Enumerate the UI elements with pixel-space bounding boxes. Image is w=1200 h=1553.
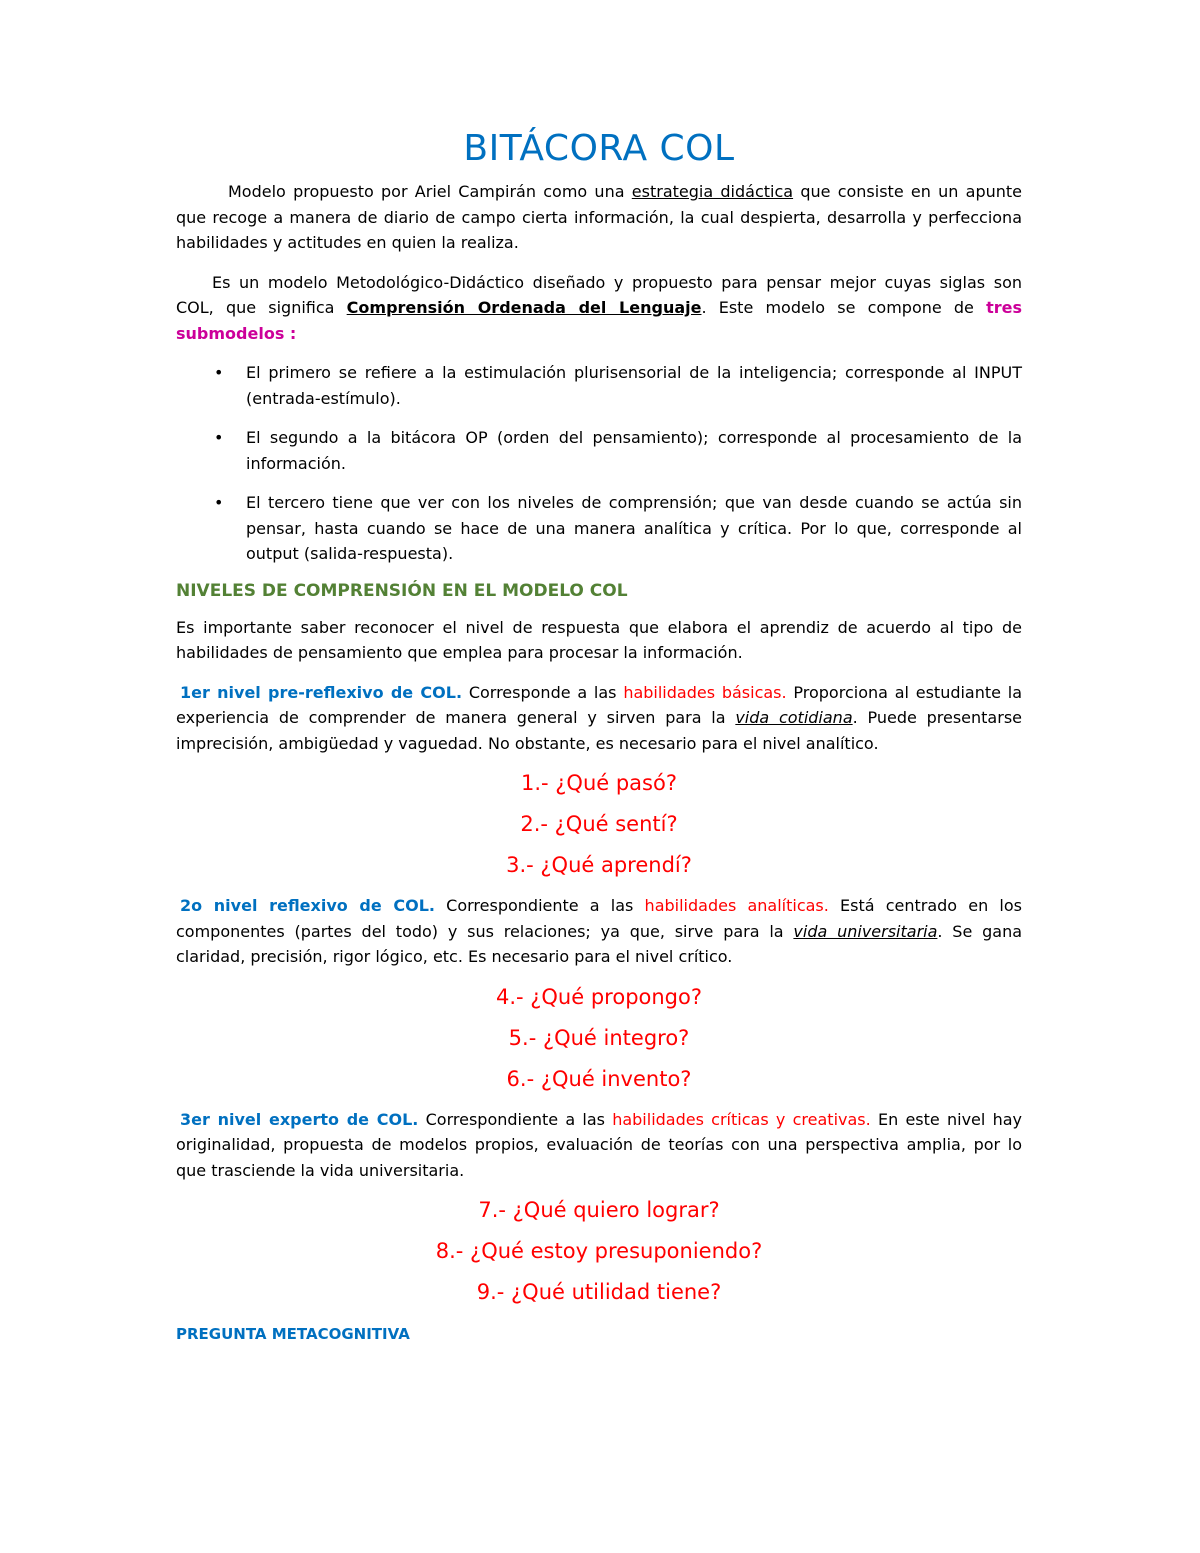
question: 3.- ¿Qué aprendí? [506,853,692,877]
list-item: • El segundo a la bitácora OP (orden del pensamiento); corresponde al procesamiento de la información. [176,425,1022,476]
question: 8.- ¿Qué estoy presuponiendo? [435,1239,763,1263]
section-heading: NIVELES DE COMPRENSIÓN EN EL MODELO COL [176,580,628,601]
level-3-paragraph: 3er nivel experto de COL. Correspondiente a las habilidades críticas y creativas. En este nivel hay originalidad, propuesta de modelos propios, evaluación de teorías con una perspectiva amplia, por lo que trasciende la vida universitaria. [176,1109,1023,1180]
intro-paragraph: Modelo propuesto por Ariel Campirán como una estrategia didáctica que consiste en un apunte que recoge a manera de diario de campo cierta información, la cual despierta, desarrolla y perfecciona habilidades y actitudes en quien la realiza. [176,182,1023,252]
level-2-paragraph: 2o nivel reflexivo de COL. Correspondiente a las habilidades analíticas. Está centrado en los componentes (partes del todo) y sus relaciones; ya que, sirve para la vida universitaria. Se gana claridad, precisión, rigor lógico, etc. Es necesario para el nivel crítico. [176,896,1023,966]
bullet-icon: • [214,428,224,447]
level-1-questions [176,770,1022,878]
level-1-paragraph: 1er nivel pre-reflexivo de COL. Corresponde a las habilidades básicas. Proporciona al estudiante la experiencia de comprender de manera general y sirven para la vida cotidiana. Puede presentarse imprecisión, ambigüedad y vaguedad. No obstante, es necesario para el nivel analítico. [176,682,1023,753]
question: 5.- ¿Qué integro? [508,1025,690,1050]
bullet-icon: • [214,363,224,382]
metacognitive-heading: PREGUNTA METACOGNITIVA [176,1325,410,1343]
submodels-highlight: tres submodelos : [176,298,1023,343]
level-2-skill: habilidades analíticas. [644,896,829,915]
level-3-title: 3er nivel experto de COL. [180,1109,419,1129]
bullet-icon: • [214,493,224,512]
list-item: • El tercero tiene que ver con los niveles de comprensión; que van desde cuando se actúa sin pensar, hasta cuando se hace de una manera analítica y crítica. Por lo que, corresponde al output (salida-respuesta). [176,490,1022,567]
col-meaning: Comprensión Ordenada del Lenguaje [346,298,702,317]
submodel-list [176,360,1022,567]
level-3-questions [176,1197,1022,1305]
level-1-life: vida cotidiana [735,708,853,727]
level-2-questions [176,984,1022,1092]
question: 7.- ¿Qué quiero lograr? [478,1198,720,1222]
document-page [176,120,1022,1343]
level-1-title: 1er nivel pre-reflexivo de COL. [180,682,463,702]
question: 4.- ¿Qué propongo? [495,984,703,1009]
level-1-skill: habilidades básicas. [623,682,787,702]
question: 2.- ¿Qué sentí? [520,812,678,836]
level-3-skill: habilidades críticas y creativas. [612,1109,871,1129]
question: 9.- ¿Qué utilidad tiene? [476,1280,722,1304]
question: 1.- ¿Qué pasó? [520,771,677,795]
list-item: • El primero se refiere a la estimulación plurisensorial de la inteligencia; corresponde al INPUT (entrada-estímulo). [176,360,1022,411]
level-2-title: 2o nivel reflexivo de COL. [180,896,435,915]
model-paragraph: Es un modelo Metodológico-Didáctico diseñado y propuesto para pensar mejor cuyas siglas son COL, que significa Comprensión Ordenada del Lenguaje. Este modelo se compone de tres submodelos : [176,272,1023,343]
question: 6.- ¿Qué invento? [506,1066,692,1091]
document-title: BITÁCORA COL [463,128,735,169]
intro-underlined-term: estrategia didáctica [631,182,794,201]
section-intro: Es importante saber reconocer el nivel de respuesta que elabora el aprendiz de acuerdo al tipo de habilidades de pensamiento que emplea para procesar la información. [176,617,1022,662]
level-2-life: vida universitaria [793,921,938,941]
